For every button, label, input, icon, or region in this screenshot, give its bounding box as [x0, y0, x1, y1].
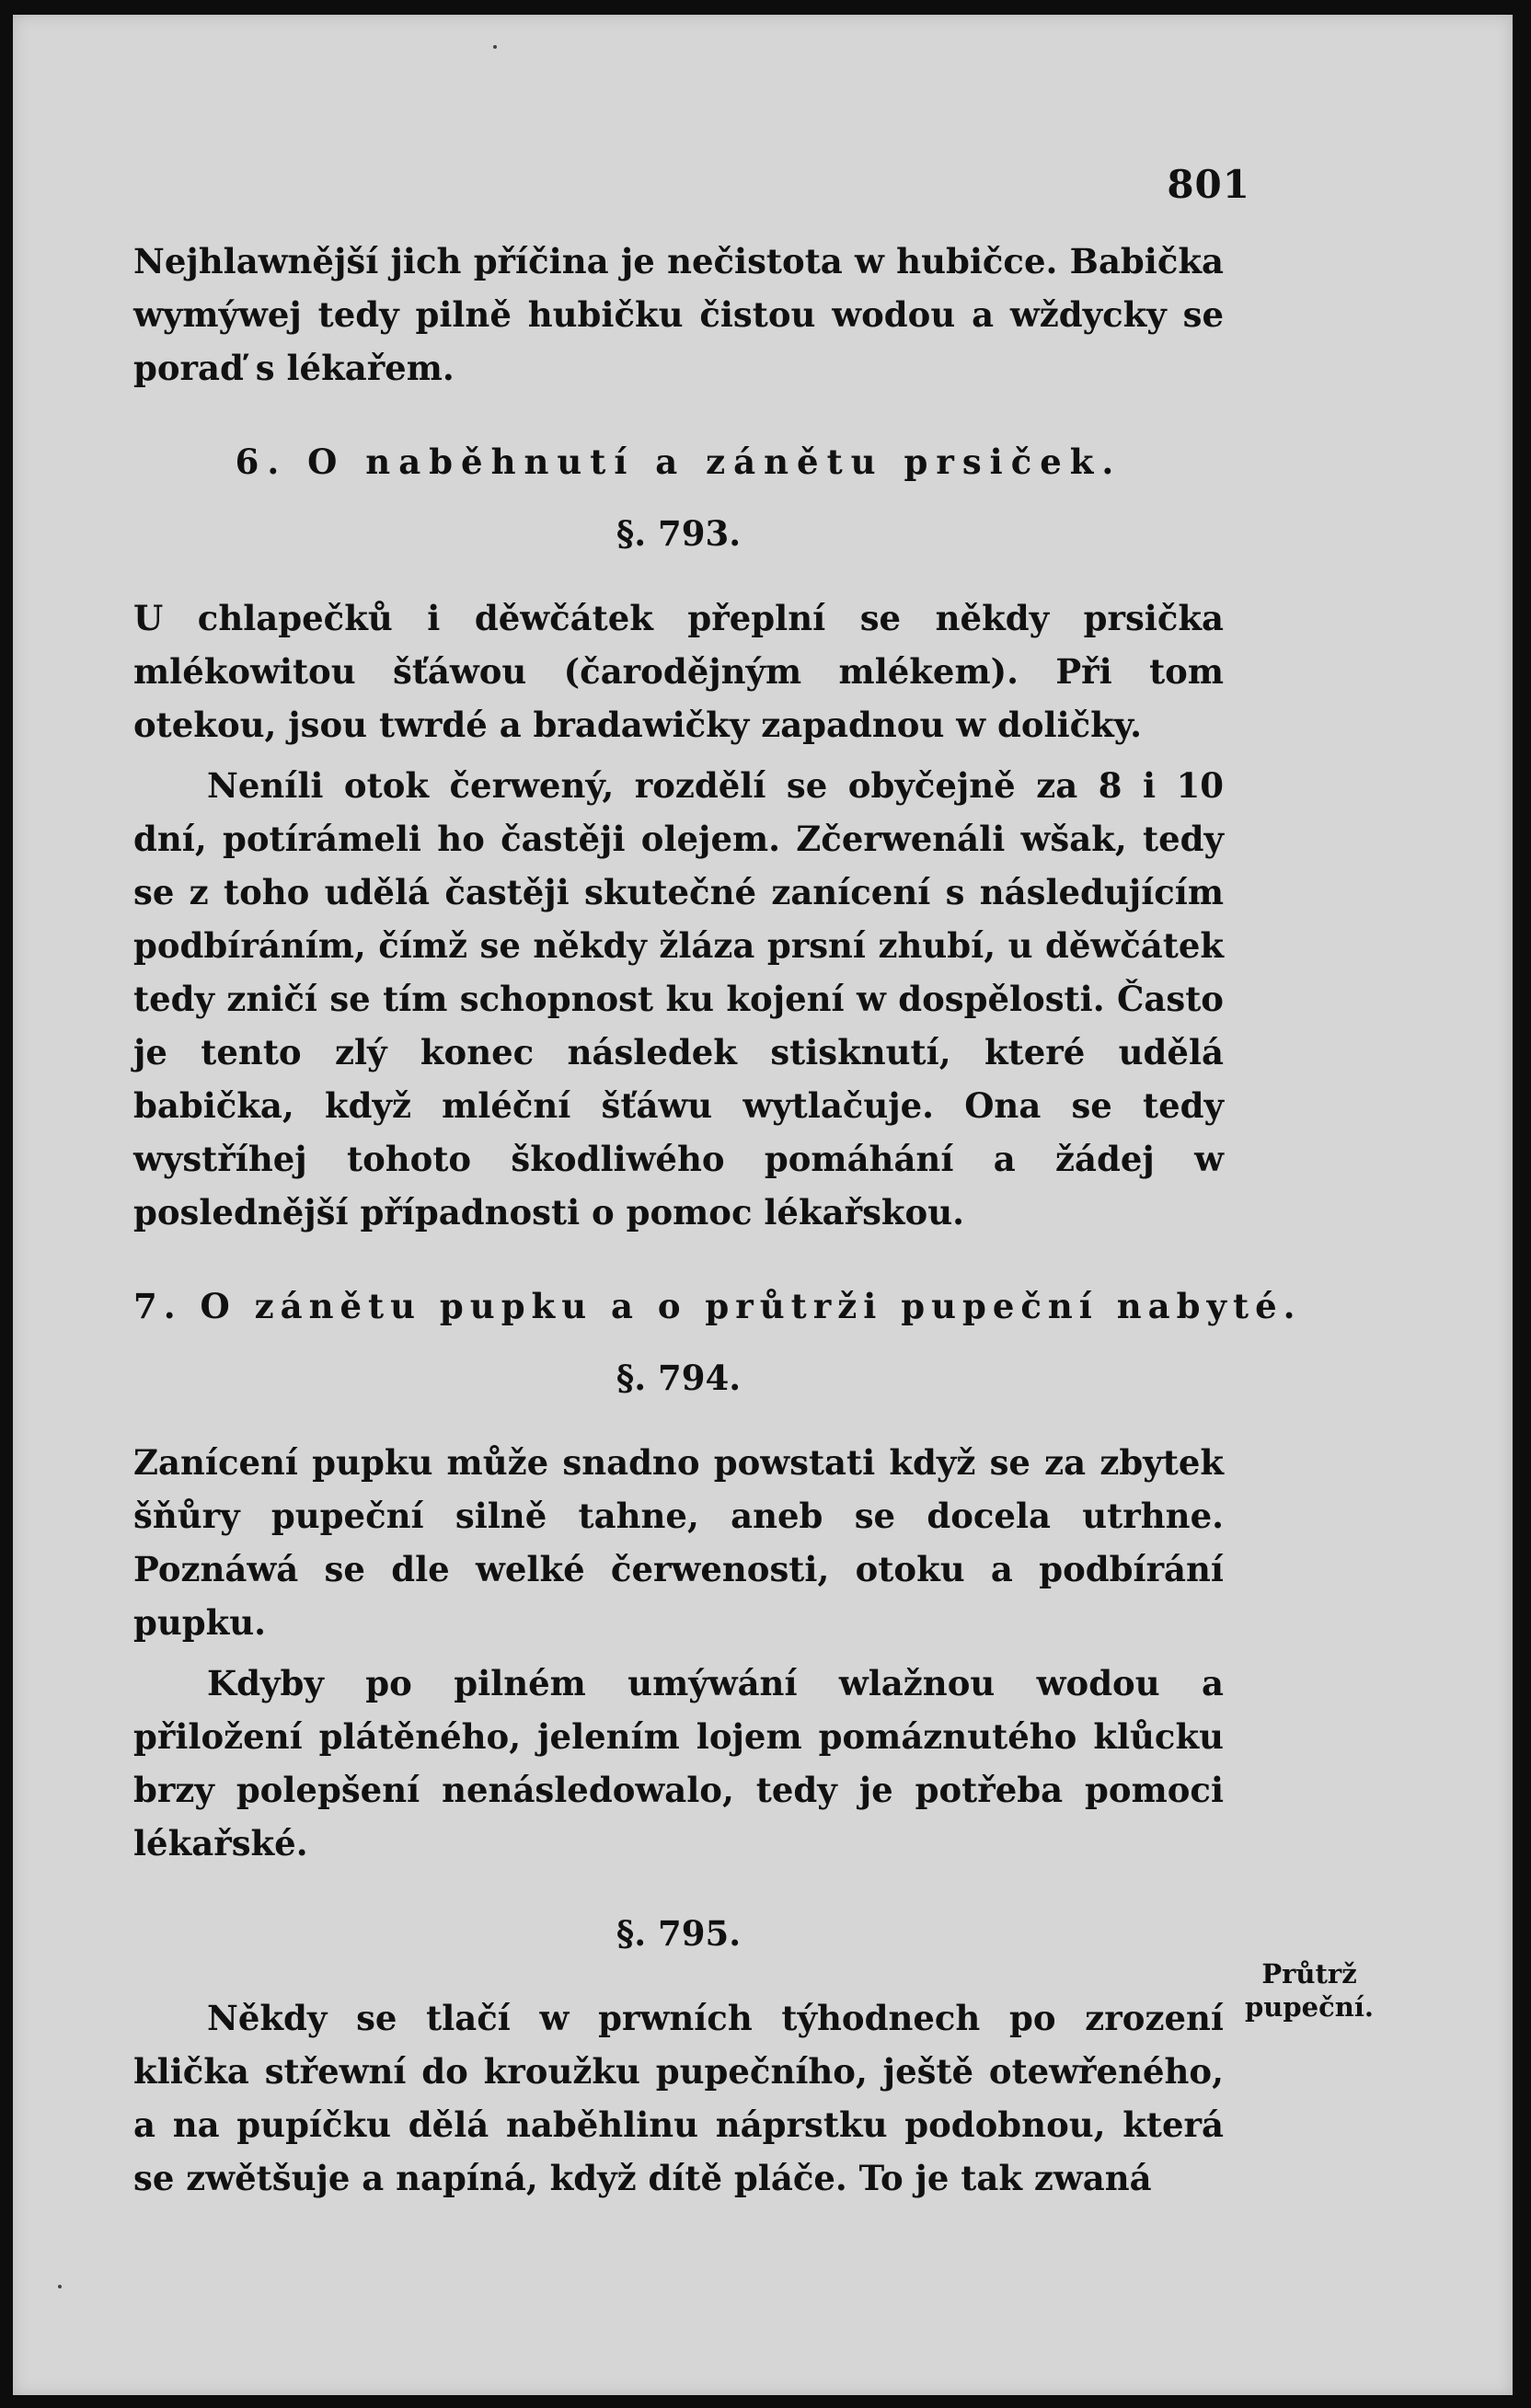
margin-note: Průtrž pupeční. — [1245, 1958, 1374, 2023]
paragraph-794-1: Zanícení pupku může snadno powstati když se za zbytek šňůry pupeční silně tahne, aneb se docela utrhne. Poznáwá se dle welké čerwenosti, otoku a podbírání pupku. — [133, 1442, 1224, 1643]
paragraph-794-2: Kdyby po pilném umýwání wlažnou wodou a přiložení plátěného, jelením lojem pomáznutého klůcku brzy polepšení nenásledowalo, tedy je potřeba pomoci lékařské. — [133, 1663, 1224, 1863]
section-mark-795: §. 795. — [616, 1913, 742, 1954]
paragraph-795-1: Někdy se tlačí w prwních týhodnech po zrození klička střewní do kroužku pupečního, ještě otewřeného, a na pupíčku dělá naběhlinu náprstku podobnou, která se zwětšuje a napíná, když dítě pláče. To je tak zwaná — [133, 1998, 1224, 2198]
heading-section-7: 7. O zánětu pupku a o průtrži pupeční nabyté. — [133, 1286, 1302, 1326]
opening-paragraph: Nejhlawnější jich příčina je nečistota w hubičce. Babička wymýwej tedy pilně hubičku čistou wodou a wždycky se poraď s lékařem. — [133, 241, 1224, 388]
paragraph-793-2: Neníli otok čerwený, rozdělí se obyčejně za 8 i 10 dní, potírámeli ho častěji olejem. Zčerwenáli wšak, tedy se z toho udělá častěji skutečné zanícení s následujícím podbíráním, čímž se někdy žláza prsní zhubí, u děwčátek tedy zničí se tím schopnost ku kojení w dospělosti. Často je tento zlý konec následek stisknutí, které udělá babička, když mléční šťáwu wytlačuje. Ona se tedy wystříhej tohoto škodliwého pomáhání a žádej w posledněјší případnosti o pomoc lékařskou. — [133, 765, 1224, 1233]
ink-speck — [493, 45, 497, 49]
heading-section-6: 6. O naběhnutí a zánětu prsiček. — [235, 441, 1122, 482]
section-mark-794: §. 794. — [616, 1358, 742, 1398]
page-number: 801 — [1167, 162, 1250, 207]
section-mark-793: §. 793. — [616, 513, 742, 554]
paragraph-793-1: U chlapečků i děwčátek přeplní se někdy prsička mlékowitou šťáwou (čarodějným mlékem). Při tom otekou, jsou twrdé a bradawičky zapadnou w doličky. — [133, 598, 1224, 745]
ink-speck — [58, 2285, 62, 2288]
text-column — [133, 235, 1302, 2205]
